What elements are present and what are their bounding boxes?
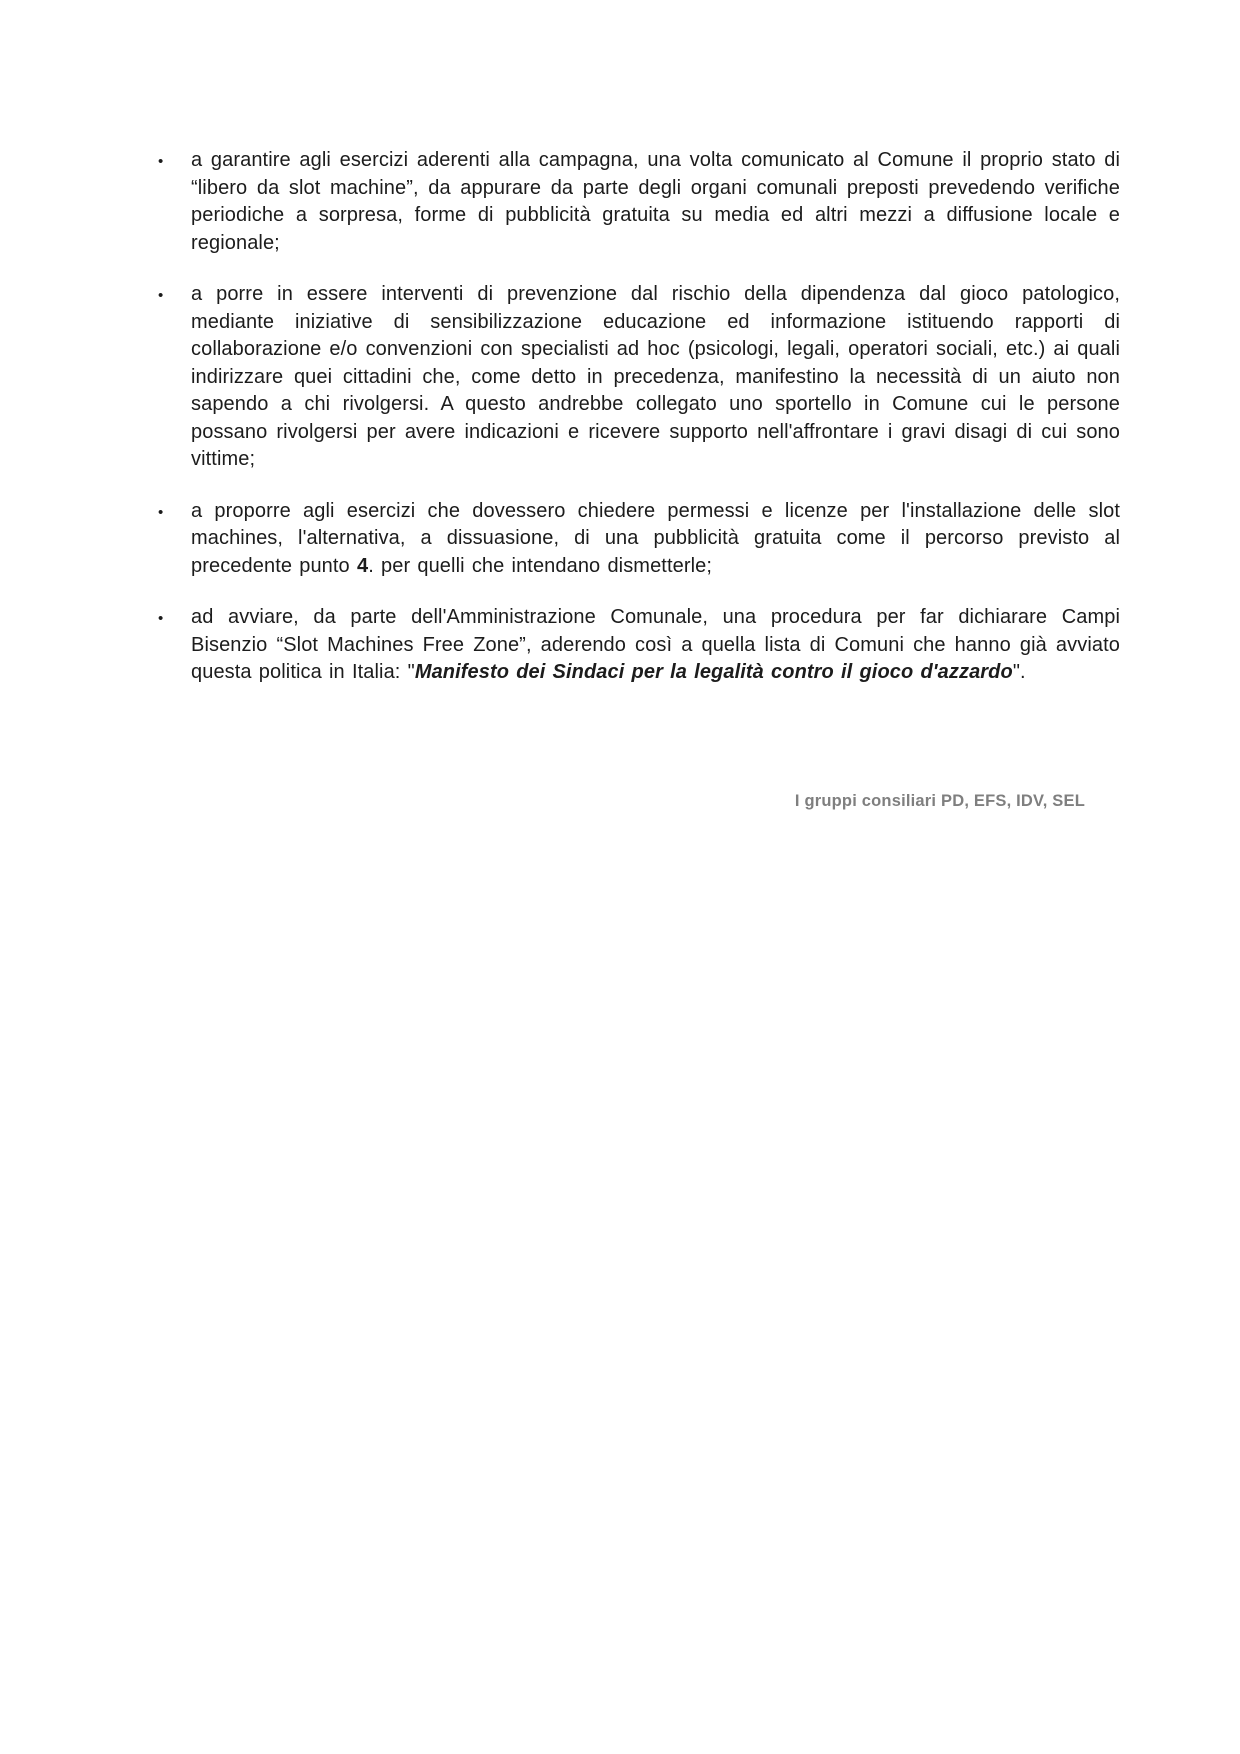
bullet-item: [158, 281, 1120, 474]
bullet-icon: •: [158, 153, 164, 170]
bullet-list: [158, 147, 1120, 711]
bullet-item: [158, 147, 1120, 257]
bullet-text: a proporre agli esercizi che dovessero chiedere permessi e licenze per l'installazione delle slot machines, l'alternativa, a dissuasione, di una pubblicità gratuita come il percorso previsto al precedente punto 4. per quelli che intendano dismetterle;: [191, 499, 1120, 577]
bullet-item: [158, 498, 1120, 581]
bullet-icon: •: [158, 503, 164, 521]
bullet-item: [158, 604, 1120, 687]
bullet-text: a porre in essere interventi di prevenzione dal rischio della dipendenza dal gioco patologico, mediante iniziative di sensibilizzazione educazione ed informazione istituendo rapporti di collaborazione e/o convenzioni con specialisti ad hoc (psicologi, legali, operatori sociali, etc.) ai quali indirizzare quei cittadini che, come detto in precedenza, manifestino la necessità di un aiuto non sapendo a chi rivolgersi. A questo andrebbe collegato uno sportello in Comune cui le persone possano rivolgersi per avere indicazioni e ricevere supporto nell'affrontare i gravi disagi di cui sono vittime;: [191, 283, 1120, 470]
bullet-text: ad avviare, da parte dell'Amministrazione Comunale, una procedura per far dichiarare Campi Bisenzio “Slot Machines Free Zone”, aderendo così a quella lista di Comuni che hanno già avviato questa politica in Italia: "Manifesto dei Sindaci per la legalità contro il gioco d'azzardo".: [191, 606, 1120, 683]
bullet-icon: •: [158, 287, 164, 304]
signature-line: I gruppi consiliari PD, EFS, IDV, SEL: [794, 792, 1085, 810]
bullet-icon: •: [158, 610, 164, 627]
bullet-text: a garantire agli esercizi aderenti alla campagna, una volta comunicato al Comune il proprio stato di “libero da slot machine”, da appurare da parte degli organi comunali preposti prevedendo verifiche periodiche a sorpresa, forme di pubblicità gratuita su media ed altri mezzi a diffusione locale e regionale;: [191, 149, 1120, 254]
